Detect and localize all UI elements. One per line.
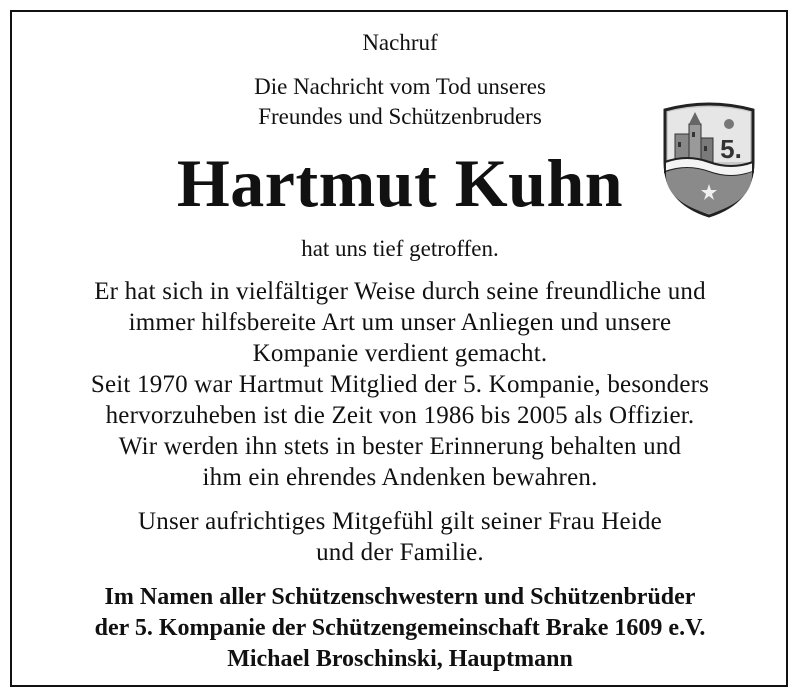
tribute-line-5: hervorzuheben ist die Zeit von 1986 bis 2005 als Offizier.	[105, 402, 695, 429]
sympathy-line-2: und der Familie.	[316, 539, 484, 566]
signature-line-1: Im Namen aller Schützenschwestern und Schützenbrüder	[104, 584, 696, 610]
notice-heading: Nachruf	[362, 30, 438, 55]
deceased-name: Hartmut Kuhn	[176, 145, 624, 221]
tribute-line-3: Kompanie verdient gemacht.	[252, 340, 548, 367]
company-crest-icon	[659, 100, 759, 220]
affected-line: hat uns tief getroffen.	[301, 236, 499, 261]
crest-number: 5.	[720, 134, 742, 164]
tribute-line-1: Er hat sich in vielfältiger Weise durch seine freundliche und	[94, 278, 706, 305]
signature-line-2: der 5. Kompanie der Schützengemeinschaft Brake 1609 e.V.	[94, 615, 706, 641]
tribute-line-2: immer hilfsbereite Art um unser Anliegen und unsere	[128, 309, 672, 336]
tribute-line-6: Wir werden ihn stets in bester Erinnerung behalten und	[118, 433, 682, 460]
signature-line-3: Michael Broschinski, Hauptmann	[227, 646, 573, 672]
tribute-line-4: Seit 1970 war Hartmut Mitglied der 5. Kompanie, besonders	[90, 371, 710, 398]
intro-line-2: Freundes und Schützenbruders	[258, 104, 542, 129]
intro-line-1: Die Nachricht vom Tod unseres	[254, 74, 546, 99]
sympathy-line-1: Unser aufrichtiges Mitgefühl gilt seiner Frau Heide	[138, 508, 662, 535]
tribute-line-7: ihm ein ehrendes Andenken bewahren.	[202, 464, 598, 491]
